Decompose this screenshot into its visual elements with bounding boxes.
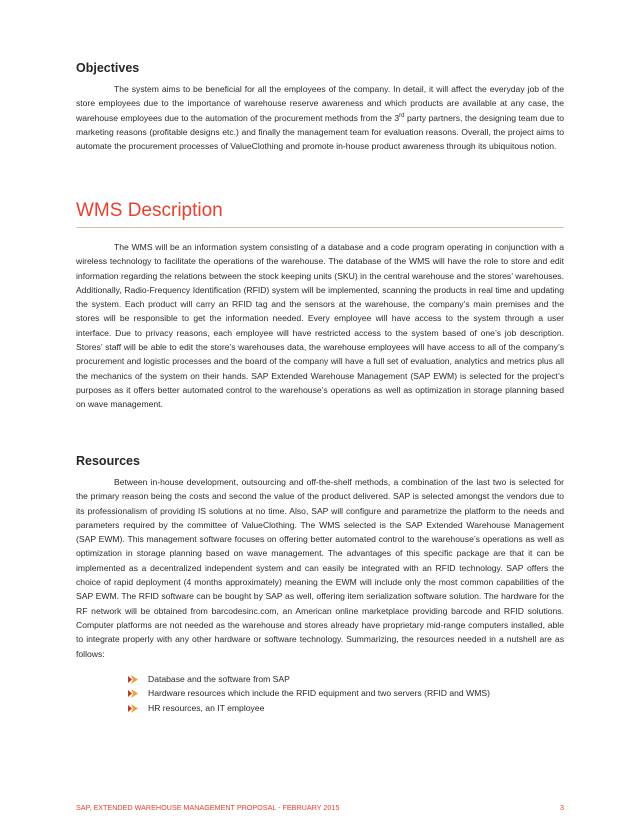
wms-section bbox=[76, 199, 564, 412]
resources-list bbox=[128, 672, 564, 715]
resources-paragraph: Between in-house development, outsourcing and off-the-shelf methods, a combination of the last two is selected for the primary reason being the costs and second the value of the product delivered. SAP is selected amongst the vendors due to its professionalism of providing IS solutions at no time. Also, SAP will configure and parametrize the platform to the needs and parameters required by the committee of ValueClothing. The WMS selected is the SAP Extended Warehouse Management (SAP EWM). This management software focuses on offering better automated control to the warehouse’s operations as well as optimization in storage planning based on wave management. The advantages of this specific package are that it can be implemented as a decentralized independent system and can easily be integrated with an RFID technology. SAP offers the choice of rapid deployment (4 months approximately) meaning the EWM will include only the most common capabilities of the SAP EWM. The RFID software can be bought by SAP as well, offering item serialization software solution. The hardware for the RF network will be obtained from barcodesinc.com, an American online marketplace providing barcode and RFID solutions. Computer platforms are not needed as the warehouse and stores already have proprietary mid-range computers installed, able to integrate properly with any other hardware or software technology. Summarizing, the resources needed in a nutshell are as follows: bbox=[76, 477, 564, 659]
objectives-section bbox=[76, 60, 564, 153]
objectives-superscript: rd bbox=[399, 112, 405, 119]
wms-heading: WMS Description bbox=[76, 200, 223, 221]
list-item bbox=[128, 686, 564, 700]
page-number: 3 bbox=[560, 803, 564, 812]
list-item-text: Database and the software from SAP bbox=[148, 673, 290, 684]
arrow-bullet-icon bbox=[128, 675, 138, 684]
list-item bbox=[128, 701, 564, 715]
footer-title: SAP, EXTENDED WAREHOUSE MANAGEMENT PROPOSAL - FEBRUARY 2015 bbox=[76, 803, 340, 812]
wms-heading-rule bbox=[76, 227, 564, 228]
list-item-text: Hardware resources which include the RFID equipment and two servers (RFID and WMS) bbox=[148, 688, 490, 699]
list-item bbox=[128, 672, 564, 686]
page-footer bbox=[76, 803, 564, 812]
arrow-bullet-icon bbox=[128, 704, 138, 713]
objectives-heading: Objectives bbox=[76, 61, 140, 75]
objectives-text-a: The system aims to be beneficial for all the employees of the company. In detail, it will affect the everyday job of the store employees due to the importance of warehouse reserve awareness and which products are available at any case, the warehouse employees due to the automation of the procurement methods from the 3 bbox=[76, 84, 564, 123]
list-item-text: HR resources, an IT employee bbox=[148, 702, 265, 713]
resources-section bbox=[76, 453, 564, 715]
resources-heading: Resources bbox=[76, 454, 140, 468]
objectives-paragraph bbox=[76, 82, 564, 153]
arrow-bullet-icon bbox=[128, 689, 138, 698]
wms-paragraph: The WMS will be an information system consisting of a database and a code program operating in conjunction with a wireless technology to facilitate the operations of the warehouse. The database of the WMS will have the role to store and edit information regarding the relations between the stock keeping units (SKU) in the central warehouse and the stores’ warehouses. Additionally, Radio-Frequency Identification (RFID) system will be implemented, scanning the products in real time and updating the system. Each product will carry an RFID tag and the sensors at the warehouse, the company’s main premises and the stores will be responsible to get the information needed. Every employee will have access to the system through a user interface. Due to privacy reasons, each employee will have restricted access to the system based of one’s job description. Stores’ staff will be able to edit the store’s warehouses data, the warehouse employees will have access to all of the company’s procurement and logistic processes and the board of the company will have a full set of evaluation, analytics and metrics plus all the mechanics of the system on their hands. SAP Extended Warehouse Management (SAP EWM) is selected for the project’s purposes as it offers better automated control to the warehouse’s operations as well as optimization in storage planning based on wave management. bbox=[76, 242, 564, 410]
objectives-text-b: party partners, the designing team due to marketing reasons (profitable designs etc.) and finally the management team for evaluation reasons. Overall, the project aims to automate the procurement processes of ValueClothing and promote in-house product awareness through its ubiquitous notion. bbox=[76, 112, 564, 152]
